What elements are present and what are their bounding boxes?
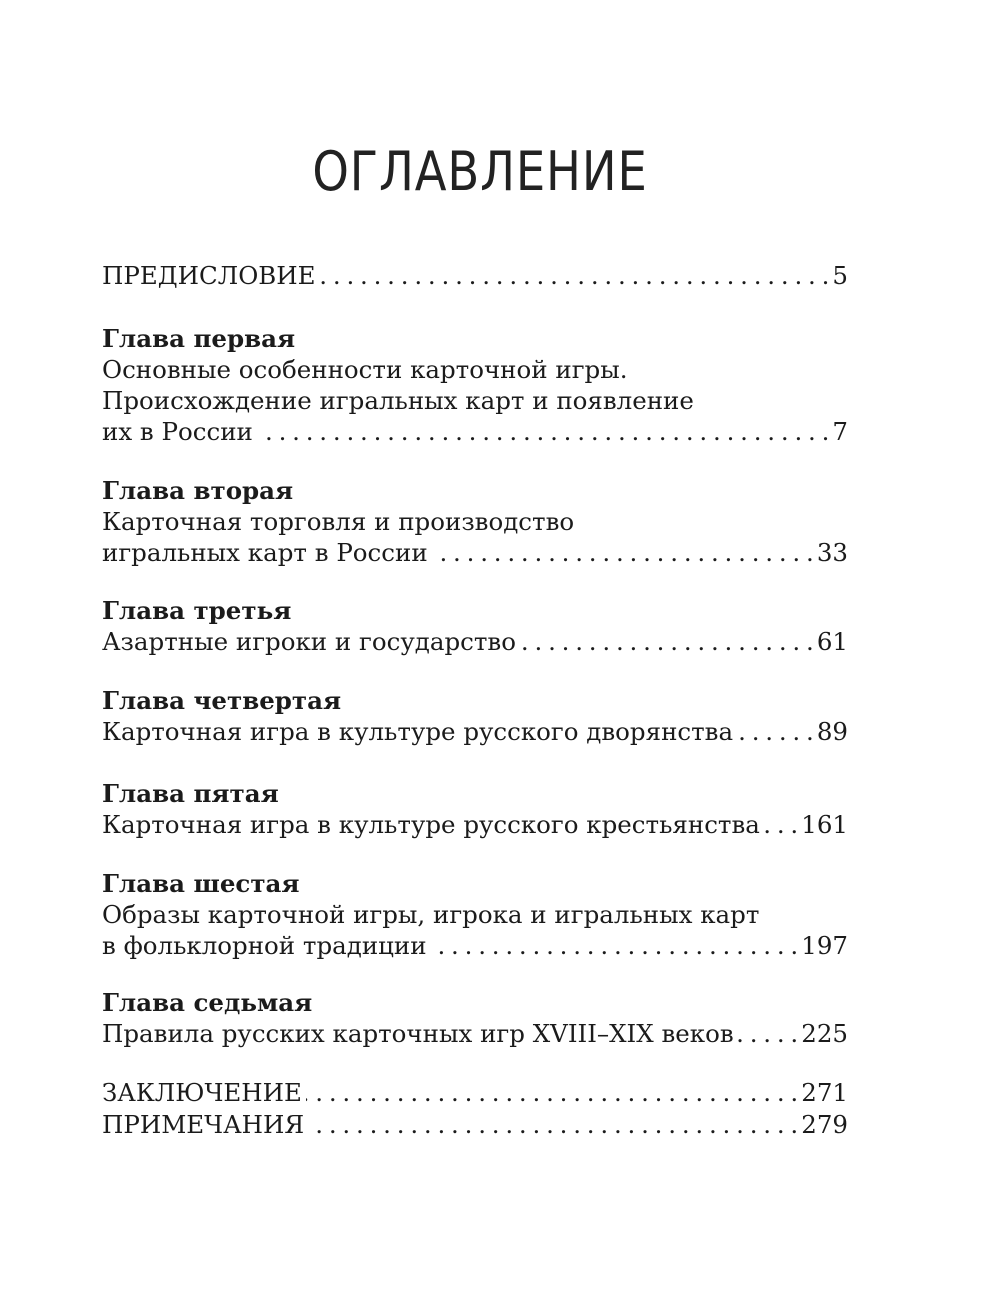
chapter-heading: Глава четвертая <box>102 686 342 715</box>
toc-entry[interactable] <box>102 260 848 291</box>
dot-leader <box>308 1109 797 1140</box>
page-number: 225 <box>801 1019 848 1048</box>
page-number: 5 <box>832 261 848 290</box>
dot-leader <box>764 809 797 840</box>
dot-leader <box>520 626 813 657</box>
dot-leader <box>738 1018 798 1049</box>
entry-title: Карточная торговля и производство <box>102 507 575 536</box>
page-number: 89 <box>816 717 848 746</box>
entry-title: Образы карточной игры, игрока и игральных карт <box>102 900 760 929</box>
entry-title: Карточная игра в культуре русского дворянства <box>102 717 734 746</box>
dot-leader <box>320 260 829 291</box>
toc-entry[interactable] <box>102 868 848 961</box>
entry-title: Карточная игра в культуре русского крестьянства <box>102 810 760 839</box>
dot-leader <box>431 930 798 961</box>
entry-title: ЗАКЛЮЧЕНИЕ <box>102 1078 302 1107</box>
toc-entry[interactable] <box>102 778 848 840</box>
toc-entry[interactable] <box>102 595 848 657</box>
entry-title: их в России <box>102 417 253 446</box>
page-number: 279 <box>801 1110 848 1139</box>
entry-title: Основные особенности карточной игры. <box>102 355 628 384</box>
entry-title: ПРИМЕЧАНИЯ <box>102 1110 305 1139</box>
toc-entry[interactable] <box>102 1077 848 1108</box>
page-number: 61 <box>816 627 848 656</box>
entry-title: ПРЕДИСЛОВИЕ <box>102 261 316 290</box>
dot-leader <box>306 1077 797 1108</box>
page-number: 197 <box>801 931 848 960</box>
chapter-heading: Глава шестая <box>102 869 300 898</box>
toc-entry[interactable] <box>102 323 848 447</box>
chapter-heading: Глава вторая <box>102 476 294 505</box>
page-number: 7 <box>832 417 848 446</box>
chapter-heading: Глава первая <box>102 324 296 353</box>
chapter-heading: Глава третья <box>102 596 292 625</box>
dot-leader <box>432 537 813 568</box>
page-number: 33 <box>816 538 848 567</box>
dot-leader <box>737 716 813 747</box>
page-title: ОГЛАВЛЕНИЕ <box>312 140 648 204</box>
entry-title: Азартные игроки и государство <box>102 627 516 656</box>
page-number: 161 <box>801 810 848 839</box>
entry-title: Происхождение игральных карт и появление <box>102 386 694 415</box>
toc-entry[interactable] <box>102 685 848 747</box>
chapter-heading: Глава пятая <box>102 779 279 808</box>
entry-title: Правила русских карточных игр XVIII–XIX веков <box>102 1019 734 1048</box>
chapter-heading: Глава седьмая <box>102 988 313 1017</box>
entry-title: игральных карт в России <box>102 538 428 567</box>
toc-entry[interactable] <box>102 475 848 568</box>
toc-entry[interactable] <box>102 987 848 1049</box>
dot-leader <box>257 416 829 447</box>
toc-entry[interactable] <box>102 1109 848 1140</box>
page-number: 271 <box>801 1078 848 1107</box>
entry-title: в фольклорной традиции <box>102 931 427 960</box>
